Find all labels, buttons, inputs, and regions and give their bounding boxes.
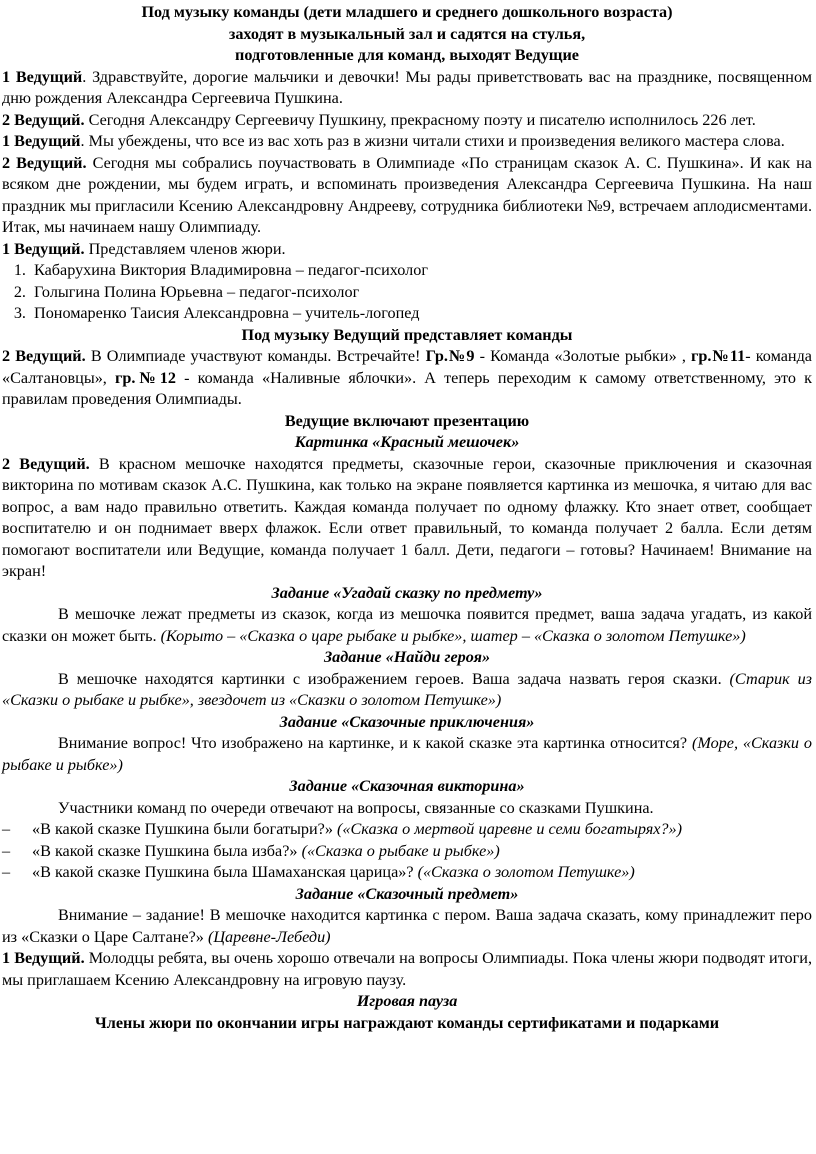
quiz-answer: («Сказка о золотом Петушке»): [417, 863, 635, 881]
paragraph-text: Сегодня мы собрались поучаствовать в Олимпиаде «По страницам сказок А. С. Пушкина». И как на всяком дне рождении, мы будем играть, и вспоминать произведения Александра Сергеевича Пушкина. На наш праздник мы пригласили Ксению Александровну Андрееву, сотрудника библиотеки №9, встречаем аплодисментами. Итак, мы начинаем нашу Олимпиаду.: [2, 153, 812, 236]
speaker-label: 2 Ведущий.: [2, 153, 87, 172]
task-answer: (Море, «Сказки о рыбаке и рыбке»): [2, 734, 812, 774]
speaker-label: 1 Ведущий: [2, 67, 83, 86]
task-2-text: [2, 669, 812, 712]
paragraph-text: - команда «Салтановцы»,: [2, 347, 812, 387]
quiz-answer: («Сказка о мертвой царевне и семи богатырях?»): [337, 820, 683, 838]
task-answer: (Корыто – «Сказка о царе рыбаке и рыбке», шатер – «Сказка о золотом Петушке»): [160, 626, 746, 645]
task-1-title: Задание «Угадай сказку по предмету»: [271, 583, 543, 602]
speaker-label: 1 Ведущий.: [2, 239, 85, 258]
list-item: 3. Пономаренко Таисия Александровна – учитель-логопед: [30, 303, 812, 325]
group-label: гр.№11: [691, 347, 746, 365]
speaker-label: 2 Ведущий.: [2, 110, 85, 129]
task-text: В мешочке лежат предметы из сказок, когда из мешочка появится предмет, ваша задача угадать, из какой сказки он может быть.: [2, 605, 812, 645]
paragraph-text: . Здравствуйте, дорогие мальчики и девочки! Мы рады приветствовать вас на празднике, посвященном дню рождения Александра Сергеевича Пушкина.: [2, 67, 812, 107]
paragraph-host1-jury: [2, 239, 812, 261]
presentation-heading: Ведущие включают презентацию: [284, 411, 530, 430]
task-2-title: Задание «Найди героя»: [323, 648, 491, 666]
paragraph-text: В Олимпиаде участвуют команды. Встречайте!: [85, 347, 426, 365]
teams-heading: Под музыку Ведущий представляет команды: [241, 325, 573, 344]
task-5-text: [2, 905, 812, 948]
speaker-label: 2 Ведущий.: [2, 347, 86, 365]
paragraph-host1-greeting: [2, 67, 812, 110]
task-3-title: Задание «Сказочные приключения»: [279, 712, 535, 731]
list-item: [2, 841, 812, 863]
task-text: Внимание вопрос! Что изображено на картинке, и к какой сказке эта картинка относится?: [58, 734, 692, 752]
task-answer: (Царевне-Лебеди): [207, 927, 331, 946]
group-label: гр.№12: [114, 368, 176, 387]
paragraph-text: Молодцы ребята, вы очень хорошо отвечали на вопросы Олимпиады. Пока члены жюри подводят итоги, мы приглашаем Ксению Александровну на игровую паузу.: [2, 949, 813, 989]
paragraph-host2-olympiad: [2, 153, 812, 239]
paragraph-text: - команда «Наливные яблочки». А теперь переходим к самому ответственному, это к правилам проведения Олимпиады.: [2, 368, 812, 408]
quiz-question: «В какой сказке Пушкина была Шамаханская царица»?: [32, 863, 418, 881]
list-item: 1. Кабарухина Виктория Владимировна – педагог-психолог: [30, 260, 812, 282]
speaker-label: 2 Ведущий.: [2, 454, 90, 473]
paragraph-host2-rules: [2, 454, 812, 583]
intro-heading-line-1: Под музыку команды (дети младшего и среднего дошкольного возраста): [141, 3, 673, 21]
speaker-label: 1 Ведущий.: [2, 949, 85, 967]
task-answer: (Старик из «Сказки о рыбаке и рыбке», звездочет из «Сказки о золотом Петушке»): [2, 669, 812, 709]
paragraph-host1-pause: [2, 948, 812, 991]
list-item: 2. Голыгина Полина Юрьевна – педагог-психолог: [30, 282, 812, 304]
quiz-answer: («Сказка о рыбаке и рыбке»): [301, 841, 500, 860]
task-4-title: Задание «Сказочная викторина»: [289, 777, 525, 795]
paragraph-text: Представляем членов жюри.: [84, 239, 286, 258]
paragraph-host2-age: [2, 110, 812, 132]
group-label: Гр.№9: [425, 347, 475, 365]
task-1-text: [2, 604, 812, 647]
intro-heading-line-2: заходят в музыкальный зал и садятся на стулья,: [228, 24, 586, 43]
paragraph-host2-teams: [2, 346, 812, 411]
picture-heading: Картинка «Красный мешочек»: [294, 433, 520, 451]
task-text: В мешочке находятся картинки с изображением героев. Ваша задача назвать героя сказки.: [58, 669, 730, 688]
paragraph-text: . Мы убеждены, что все из вас хоть раз в жизни читали стихи и произведения великого мастера слова.: [80, 132, 785, 150]
list-item: [2, 862, 812, 884]
paragraph-text: Сегодня Александру Сергеевичу Пушкину, прекрасному поэту и писателю исполнилось 226 лет.: [84, 110, 756, 129]
task-text: Внимание – задание! В мешочке находится картинка с пером. Ваша задача сказать, кому принадлежит перо из «Сказки о Царе Салтане?»: [2, 906, 812, 946]
paragraph-host1-poems: [2, 131, 812, 153]
quiz-question: «В какой сказке Пушкина были богатыри?»: [32, 820, 337, 838]
list-item: [2, 819, 812, 841]
paragraph-text: В красном мешочке находятся предметы, сказочные герои, сказочные приключения и сказочная викторина по мотивам сказок А.С. Пушкина, как только на экране появляется картинка из мешочка, я читаю для вас вопрос, а вам надо правильно ответить. Каждая команда получает по одному флажку. Кто знает ответ, сообщает воспитателю и он поднимает вверх флажок. Если ответ правильный, то команда получает 2 балла. Если детям помогают воспитатели или Ведущие, команда получает 1 балл. Дети, педагоги – готовы? Начинаем! Внимание на экран!: [2, 454, 812, 580]
paragraph-text: - Команда «Золотые рыбки» ,: [474, 347, 692, 365]
pause-heading: Игровая пауза: [356, 992, 458, 1010]
intro-heading-line-3: подготовленные для команд, выходят Ведущие: [235, 46, 579, 64]
speaker-label: 1 Ведущий: [2, 132, 81, 150]
final-heading: Члены жюри по окончании игры награждают команды сертификатами и подарками: [94, 1013, 720, 1032]
task-4-text: Участники команд по очереди отвечают на вопросы, связанные со сказками Пушкина.: [58, 798, 654, 817]
task-3-text: [2, 733, 812, 776]
jury-list: [2, 260, 812, 325]
quiz-question: «В какой сказке Пушкина была изба?»: [32, 841, 302, 860]
task-5-title: Задание «Сказочный предмет»: [295, 884, 519, 903]
quiz-question-list: [2, 819, 812, 884]
